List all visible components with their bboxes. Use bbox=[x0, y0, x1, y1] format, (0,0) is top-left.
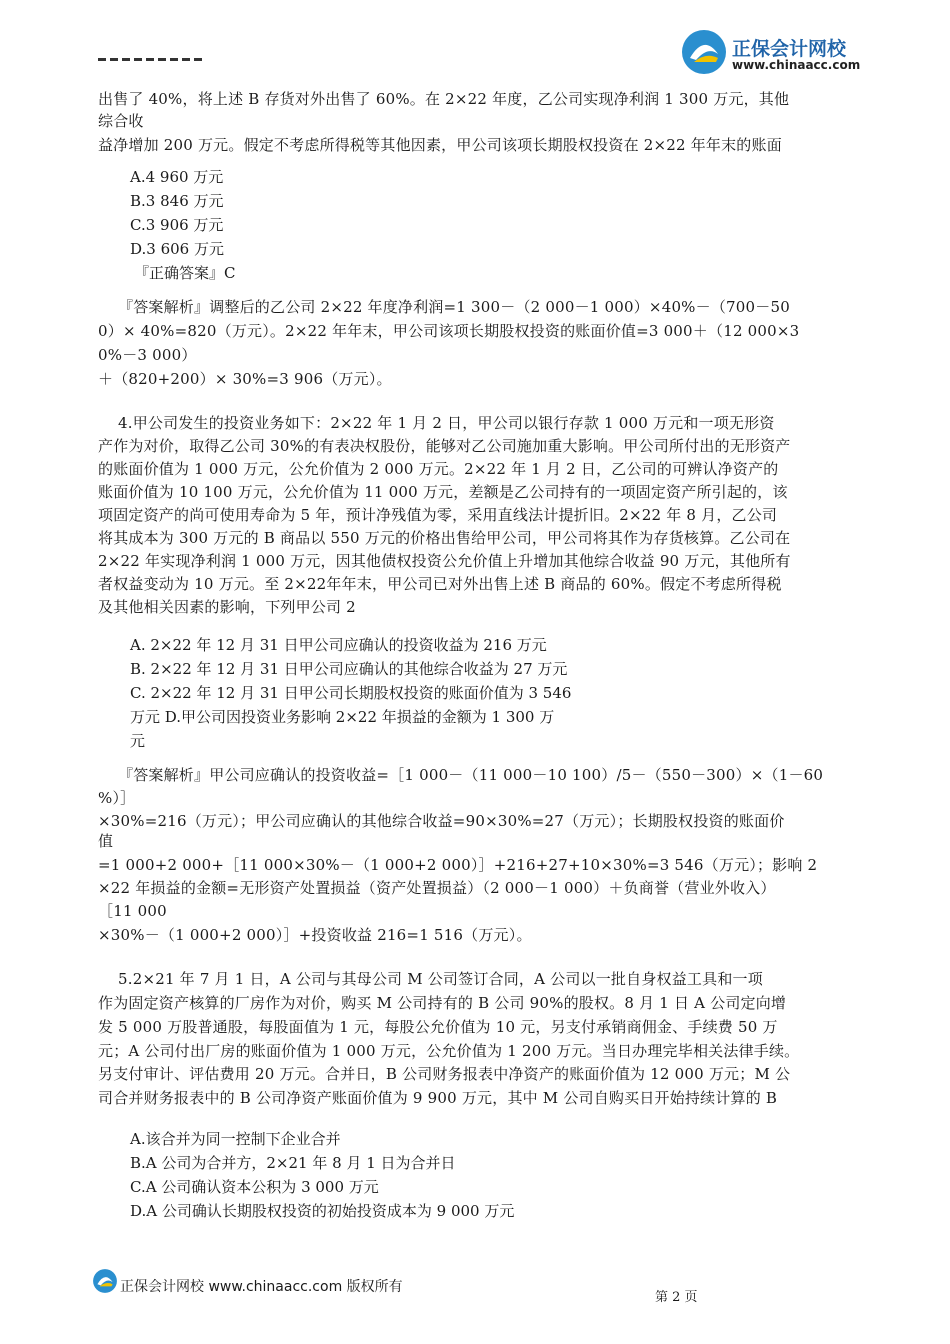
q3-answer: 『正确答案』C bbox=[134, 264, 236, 282]
brand-name: 正保会计网校 bbox=[732, 38, 847, 60]
q4-line-5: 项固定资产的尚可使用寿命为 5 年，预计净残值为零，采用直线法计提折旧。2×22 年 8 月，乙公司 bbox=[98, 506, 778, 524]
footer-logo-icon bbox=[92, 1268, 118, 1294]
q4-analysis-7: ［11 000 bbox=[98, 902, 167, 920]
brand-logo-icon bbox=[680, 28, 728, 76]
q3-analysis-3: 0%－3 000） bbox=[98, 346, 197, 364]
q4-line-2: 产作为对价，取得乙公司 30%的有表决权股份，能够对乙公司施加重大影响。甲公司所付出的无形资产 bbox=[98, 437, 791, 455]
q3-line-3: 益净增加 200 万元。假定不考虑所得税等其他因素，甲公司该项长期股权投资在 2×22 年年末的账面 bbox=[98, 136, 782, 154]
q4-option-a: A. 2×22 年 12 月 31 日甲公司应确认的投资收益为 216 万元 bbox=[130, 636, 547, 654]
q4-line-3: 的账面价值为 1 000 万元，公允价值为 2 000 万元。2×22 年 1 月 2 日，乙公司的可辨认净资产的 bbox=[98, 460, 779, 478]
q3-analysis-4: ＋（820+200）× 30%=3 906（万元）。 bbox=[98, 370, 392, 388]
q5-option-a: A.该合并为同一控制下企业合并 bbox=[130, 1130, 341, 1148]
q4-analysis-4: 值 bbox=[98, 832, 114, 850]
q4-option-c: C. 2×22 年 12 月 31 日甲公司长期股权投资的账面价值为 3 546 bbox=[130, 684, 572, 702]
q4-option-d: 万元 D.甲公司因投资业务影响 2×22 年损益的金额为 1 300 万 bbox=[130, 708, 555, 726]
q3-line-1: 出售了 40%，将上述 B 存货对外出售了 60%。在 2×22 年度，乙公司实现净利润 1 300 万元，其他 bbox=[98, 90, 790, 108]
q4-option-b: B. 2×22 年 12 月 31 日甲公司应确认的其他综合收益为 27 万元 bbox=[130, 660, 568, 678]
q4-analysis-1: 『答案解析』甲公司应确认的投资收益=［1 000－（11 000－10 100）/5－（550－300）×（1－60 bbox=[118, 766, 824, 784]
q3-option-c: C.3 906 万元 bbox=[130, 216, 224, 234]
q3-option-b: B.3 846 万元 bbox=[130, 192, 224, 210]
q4-line-4: 账面价值为 10 100 万元，公允价值为 11 000 万元，差额是乙公司持有的一项固定资产所引起的，该 bbox=[98, 483, 788, 501]
q4-line-9: 及其他相关因素的影响，下列甲公司 2 bbox=[98, 598, 356, 616]
cut-header-fragment bbox=[98, 52, 208, 64]
q3-analysis-2: 0）× 40%=820（万元）。2×22 年年末，甲公司该项长期股权投资的账面价值=3 000＋（12 000×3 bbox=[98, 322, 800, 340]
brand-logo[interactable] bbox=[680, 28, 880, 78]
q4-analysis-3: ×30%=216（万元）；甲公司应确认的其他综合收益=90×30%=27（万元）；长期股权投资的账面价 bbox=[98, 812, 785, 830]
q5-line-2: 作为固定资产核算的厂房作为对价，购买 M 公司持有的 B 公司 90%的股权。8 月 1 日 A 公司定向增 bbox=[98, 994, 787, 1012]
q5-line-3: 发 5 000 万股普通股，每股面值为 1 元，每股公允价值为 10 元，另支付承销商佣金、手续费 50 万 bbox=[98, 1018, 778, 1036]
q3-line-2: 综合收 bbox=[98, 112, 144, 130]
q4-line-8: 者权益变动为 10 万元。至 2×22年年末，甲公司已对外出售上述 B 商品的 60%。假定不考虑所得税 bbox=[98, 575, 782, 593]
q4-analysis-8: ×30%－（1 000+2 000）］+投资收益 216=1 516（万元）。 bbox=[98, 926, 532, 944]
q4-option-d-tail: 元 bbox=[130, 732, 146, 750]
q4-line-6: 将其成本为 300 万元的 B 商品以 550 万元的价格出售给甲公司，甲公司将其作为存货核算。乙公司在 bbox=[98, 529, 791, 547]
q3-option-a: A.4 960 万元 bbox=[130, 168, 224, 186]
q5-line-5: 另支付审计、评估费用 20 万元。合并日，B 公司财务报表中净资产的账面价值为 12 000 万元；M 公 bbox=[98, 1065, 791, 1083]
q4-line-1: 4.甲公司发生的投资业务如下：2×22 年 1 月 2 日，甲公司以银行存款 1 000 万元和一项无形资 bbox=[118, 414, 775, 432]
q4-line-7: 2×22 年实现净利润 1 000 万元，因其他债权投资公允价值上升增加其他综合收益 90 万元，其他所有 bbox=[98, 552, 791, 570]
q5-option-b: B.A 公司为合并方，2×21 年 8 月 1 日为合并日 bbox=[130, 1154, 456, 1172]
q3-analysis-1: 『答案解析』调整后的乙公司 2×22 年度净利润=1 300－（2 000－1 000）×40%－（700－50 bbox=[118, 298, 790, 316]
brand-url: www.chinaacc.com bbox=[732, 58, 861, 72]
q3-option-d: D.3 606 万元 bbox=[130, 240, 224, 258]
q5-line-6: 司合并财务报表中的 B 公司净资产账面价值为 9 900 万元，其中 M 公司自购买日开始持续计算的 B bbox=[98, 1089, 778, 1107]
q5-line-4: 元；A 公司付出厂房的账面价值为 1 000 万元，公允价值为 1 200 万元。当日办理完毕相关法律手续。 bbox=[98, 1042, 800, 1060]
q5-option-d: D.A 公司确认长期股权投资的初始投资成本为 9 000 万元 bbox=[130, 1202, 515, 1220]
q4-analysis-2: %）］ bbox=[98, 789, 136, 807]
q5-line-1: 5.2×21 年 7 月 1 日，A 公司与其母公司 M 公司签订合同，A 公司以一批自身权益工具和一项 bbox=[118, 970, 763, 988]
q4-analysis-5: =1 000+2 000+［11 000×30%－（1 000+2 000）］+216+27+10×30%=3 546（万元）；影响 2 bbox=[98, 856, 818, 874]
q5-option-c: C.A 公司确认资本公积为 3 000 万元 bbox=[130, 1178, 379, 1196]
footer-page-number: 第 2 页 bbox=[655, 1290, 698, 1305]
footer-copyright: 正保会计网校 www.chinaacc.com 版权所有 bbox=[120, 1279, 403, 1295]
q4-analysis-6: ×22 年损益的金额=无形资产处置损益（资产处置损益）（2 000－1 000）＋负商誉（营业外收入） bbox=[98, 879, 776, 897]
